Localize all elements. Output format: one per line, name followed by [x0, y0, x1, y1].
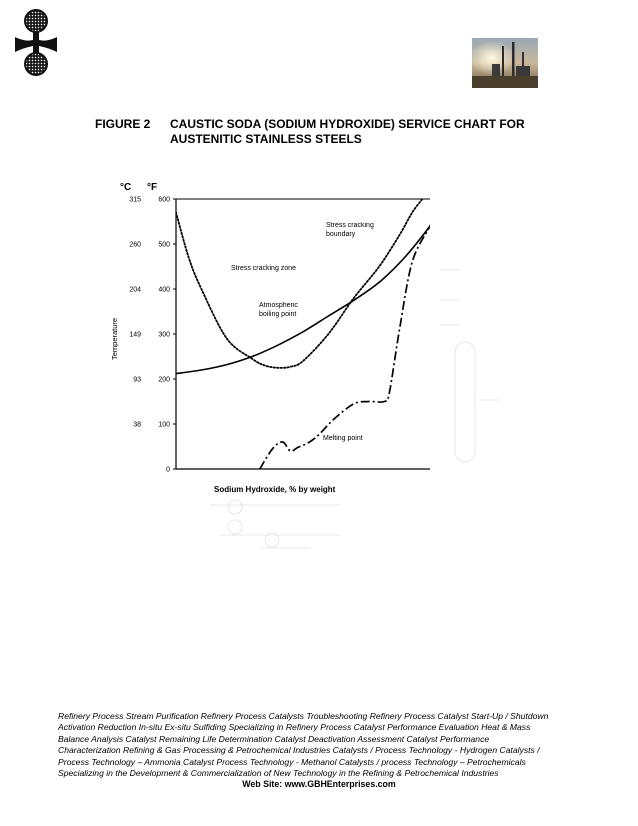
footer-line: Characterization Refining & Gas Processing & Petrochemical Industries Catalysts / Process Technology - Hydrogen Catalysts / — [58, 745, 540, 756]
y-tick-label-c: 149 — [129, 331, 141, 339]
faded-background-schematic — [210, 270, 500, 548]
y-tick-label-f: 100 — [158, 421, 170, 429]
boiling-point-label: Atmospheric boiling point — [259, 302, 298, 318]
refinery-photo — [472, 38, 538, 88]
x-axis-title: Sodium Hydroxide, % by weight — [214, 485, 336, 494]
footer-line: Balance Analysis Catalyst Remaining Life Determination Catalyst Deactivation Assessment Catalyst Performance — [58, 733, 490, 744]
footer-line: Refinery Process Stream Purification Refinery Process Catalysts Troubleshooting Refinery Process Catalyst Start-Up / Shutdown — [58, 711, 549, 721]
series-line-atmospheric-boiling-point — [176, 190, 455, 374]
y-tick-label-f: 0 — [166, 466, 170, 474]
y-tick-label-f: 500 — [158, 241, 170, 249]
footer-services-text — [58, 711, 558, 779]
footer-line: Process Technology – Ammonia Catalyst Process Technology - Methanol Catalysts / process Technology – Petrochemicals — [58, 756, 526, 767]
y-tick-label-c: 38 — [133, 421, 141, 429]
y-axis-title: Temperature — [110, 317, 119, 360]
y-tick-label-f: 400 — [158, 286, 170, 294]
y-tick-label-f: 600 — [158, 196, 170, 204]
celsius-unit-label: °C — [120, 182, 132, 193]
y-tick-label-c: 204 — [129, 286, 141, 294]
y-tick-label-f: 200 — [158, 376, 170, 384]
footer-line: Activation Reduction In-situ Ex-situ Sulfiding Specializing in Refinery Process Catalyst Performance Evaluation Heat & Mass — [58, 722, 531, 733]
y-tick-label-c: 315 — [129, 196, 141, 204]
footer-line: Specializing in the Development & Commercialization of New Technology in the Refining & Petrochemical Industries — [58, 768, 499, 779]
y-tick-label-f: 300 — [158, 331, 170, 339]
y-tick-label-c: 93 — [133, 376, 141, 384]
caustic-soda-chart — [100, 170, 540, 570]
company-logo — [13, 8, 59, 78]
figure-title: CAUSTIC SODA (SODIUM HYDROXIDE) SERVICE CHART FOR AUSTENITIC STAINLESS STEELS — [170, 117, 525, 146]
stress-zone-label: Stress cracking zone — [231, 265, 296, 272]
stress-boundary-label: Stress cracking boundary — [326, 222, 374, 238]
y-tick-label-c: 260 — [129, 241, 141, 249]
website-link[interactable]: Web Site: www.GBHEnterprises.com — [242, 779, 396, 789]
melting-point-label: Melting point — [323, 435, 363, 442]
fahrenheit-unit-label: °F — [147, 182, 158, 193]
figure-label: FIGURE 2 — [95, 117, 151, 131]
